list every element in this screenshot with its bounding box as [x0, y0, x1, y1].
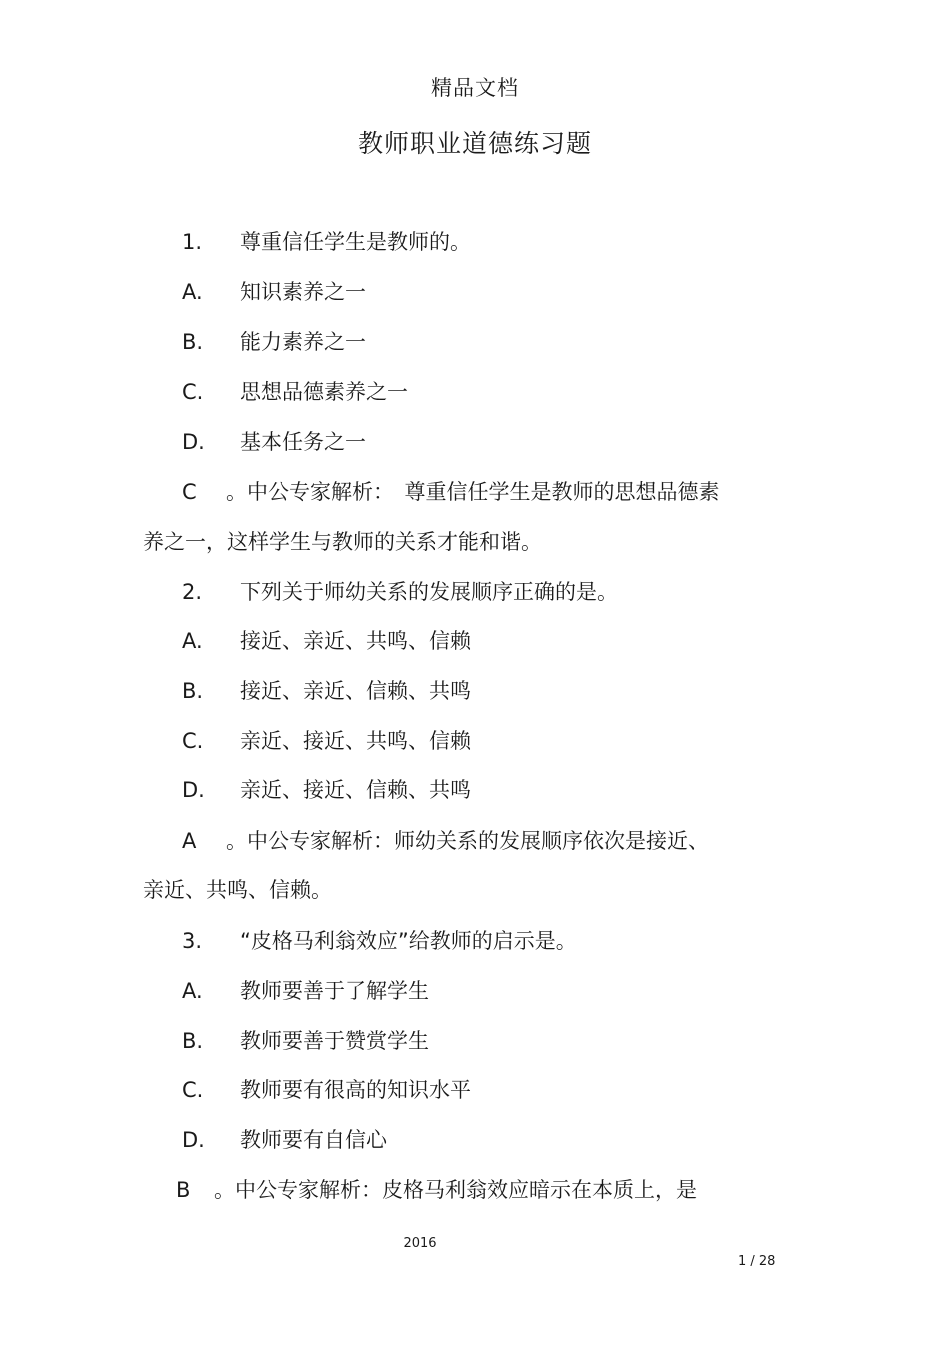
footer-year: 2016 [403, 1236, 437, 1251]
question-number: 2. [182, 580, 203, 604]
option-mark: C. [182, 1078, 204, 1102]
analysis-text: 亲近、共鸣、信赖。 [143, 878, 332, 902]
option-text: 教师要善于了解学生 [240, 979, 429, 1003]
option-text: 教师要有自信心 [240, 1128, 387, 1152]
option-mark: B. [182, 1029, 204, 1053]
option-mark: C. [182, 729, 204, 753]
answer-letter: A [182, 829, 197, 853]
page-header: 精品文档 [431, 76, 519, 100]
answer-letter: C [182, 480, 197, 504]
question-number: 1. [182, 230, 203, 254]
option-text: 能力素养之一 [240, 330, 366, 354]
answer-letter: B [176, 1178, 191, 1202]
option-mark: A. [182, 280, 203, 304]
option-text: 教师要善于赞赏学生 [240, 1029, 429, 1053]
option-text: 接近、亲近、共鸣、信赖 [240, 629, 471, 653]
option-mark: B. [182, 330, 204, 354]
option-mark: A. [182, 629, 203, 653]
option-mark: A. [182, 979, 203, 1003]
question-number: 3. [182, 929, 203, 953]
option-mark: D. [182, 1128, 205, 1152]
option-mark: B. [182, 679, 204, 703]
option-text: 亲近、接近、共鸣、信赖 [240, 729, 471, 753]
option-mark: D. [182, 778, 205, 802]
option-text: 基本任务之一 [240, 430, 366, 454]
analysis-text: 。中公专家解析：皮格马利翁效应暗示在本质上，是 [214, 1178, 697, 1202]
option-text: 思想品德素养之一 [240, 380, 408, 404]
option-text: 知识素养之一 [240, 280, 366, 304]
analysis-text: 养之一，这样学生与教师的关系才能和谐。 [143, 530, 542, 554]
page-title: 教师职业道德练习题 [357, 129, 592, 158]
option-mark: D. [182, 430, 205, 454]
question-text: 尊重信任学生是教师的。 [240, 230, 471, 254]
option-text: 教师要有很高的知识水平 [240, 1078, 471, 1102]
analysis-text: 。中公专家解析：师幼关系的发展顺序依次是接近、 [226, 829, 709, 853]
question-text: 下列关于师幼关系的发展顺序正确的是。 [240, 580, 618, 604]
option-text: 接近、亲近、信赖、共鸣 [240, 679, 471, 703]
page-number: 1 / 28 [738, 1254, 776, 1269]
analysis-text: 。中公专家解析： 尊重信任学生是教师的思想品德素 [226, 480, 720, 504]
option-text: 亲近、接近、信赖、共鸣 [240, 778, 471, 802]
option-mark: C. [182, 380, 204, 404]
question-text: “皮格马利翁效应”给教师的启示是。 [240, 929, 577, 953]
